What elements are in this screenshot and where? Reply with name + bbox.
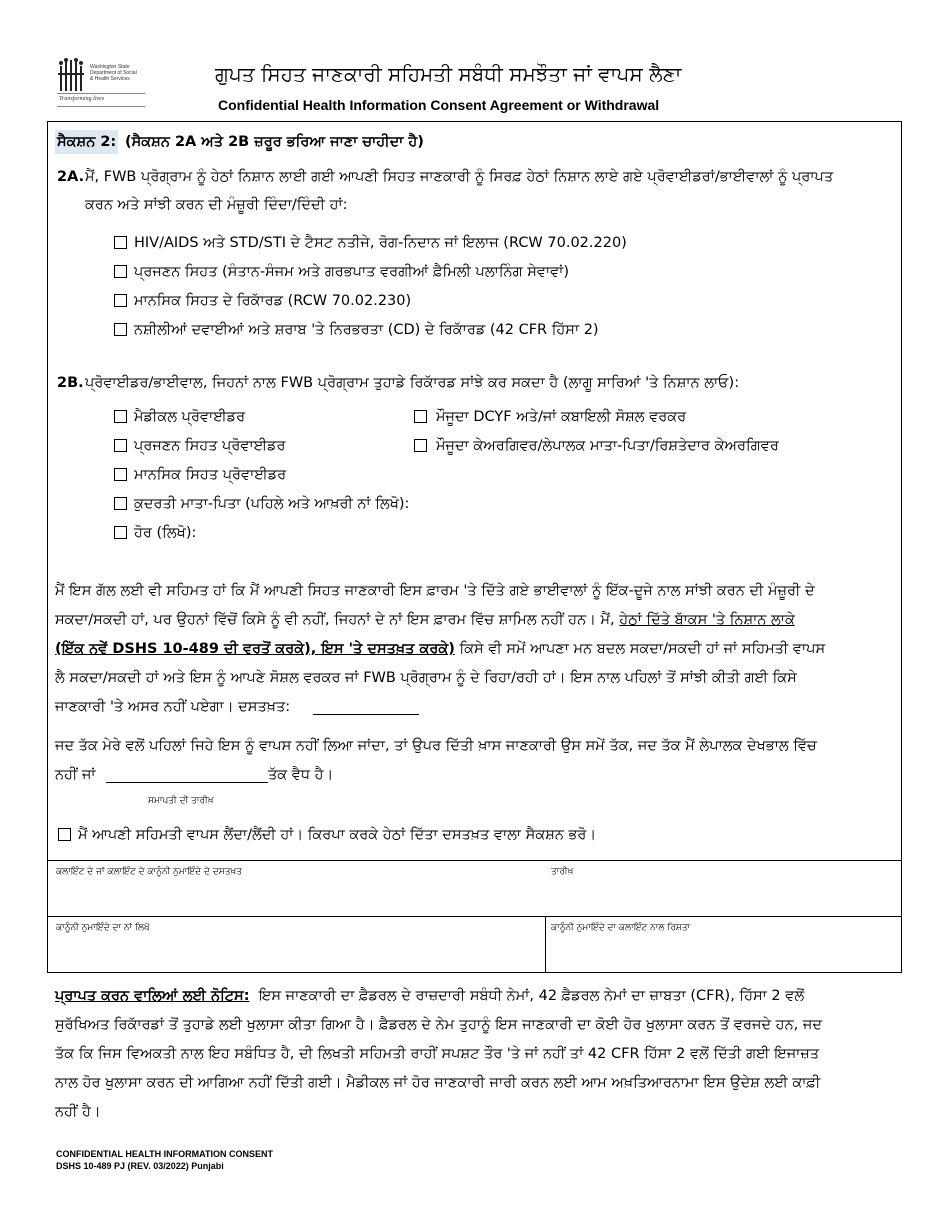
agreement-line-3: (ਇੱਕ ਨਵੇਂ DSHS 10-489 ਦੀ ਵਰਤੋਂ ਕਰਕੇ), ਇਸ 'ਤੇ ਦਸਤਖ਼ਤ ਕਰਕੇ) ਕਿਸੇ ਵੀ ਸਮੇਂ ਆਪਣਾ ਮਨ ਬਦਲ ਸਕਦਾ/ਸਕਦੀ ਹਾਂ ਜਾਂ ਸਹਿਮਤੀ ਵਾਪਸ [55,641,826,657]
withdraw-text: ਮੈਂ ਆਪਣੀ ਸਹਿਮਤੀ ਵਾਪਸ ਲੈਂਦਾ/ਲੈਂਦੀ ਹਾਂ। ਕਿਰਪਾ ਕਰਕੇ ਹੇਠਾਂ ਦਿੱਤਾ ਦਸਤਖ਼ਤ ਵਾਲਾ ਸੈਕਸ਼ਨ ਭਰੋ। [78,827,597,843]
checkbox-reproductive[interactable] [114,265,127,278]
checkbox-mental-provider[interactable] [114,468,127,481]
date-label: ਤਾਰੀਖ਼ [551,867,574,877]
notice-line-1: ਪ੍ਰਾਪਤ ਕਰਨ ਵਾਲਿਆਂ ਲਈ ਨੋਟਿਸ: ਇਸ ਜਾਣਕਾਰੀ ਦਾ ਫ਼ੈਡਰਲ ਦੇ ਰਾਜ਼ਦਾਰੀ ਸਬੰਧੀ ਨੇਮਾਂ, 42 ਫ਼ੈਡਰਲ ਨੇਮਾਂ ਦਾ ਜ਼ਾਬਤਾ (CFR), ਹਿੱਸਾ 2 ਵਲੋਂ [55,988,805,1004]
notice-line-5: ਨਹੀਂ ਹੈ। [55,1104,101,1120]
checkbox-birth-parents[interactable] [114,497,127,510]
option-chemical-dependency: ਨਸ਼ੀਲੀਆਂ ਦਵਾਈਆਂ ਅਤੇ ਸ਼ਰਾਬ 'ਤੇ ਨਿਰਭਰਤਾ (CD) ਦੇ ਰਿਕਾੱਰਡ (42 CFR ਹਿੱਸਾ 2) [134,322,599,338]
section-2a-text-2: ਕਰਨ ਅਤੇ ਸਾਂਝੀ ਕਰਨ ਦੀ ਮੰਜ਼ੂਰੀ ਦਿੰਦਾ/ਦਿੰਦੀ ਹਾਂ: [85,197,348,213]
title-english: Confidential Health Information Consent Agreement or Withdrawal [218,97,660,113]
checkbox-withdraw[interactable] [58,828,71,841]
option-hiv: HIV/AIDS ਅਤੇ STD/STI ਦੇ ਟੈਸਟ ਨਤੀਜੇ, ਰੋਗ-ਨਿਦਾਨ ਜਾਂ ਇਲਾਜ (RCW 70.02.220) [134,235,627,251]
notice-line-4: ਨਾਲ ਹੋਰ ਖੁਲਾਸਾ ਕਰਨ ਦੀ ਆਗਿਆ ਨਹੀਂ ਦਿੱਤੀ ਗਈ। ਮੈਡੀਕਲ ਜਾਂ ਹੋਰ ਜਾਣਕਾਰੀ ਜਾਰੀ ਕਰਨ ਲਈ ਆਮ ਅਖ਼ਤਿਆਰਨਾਮਾ ਇਸ ਉਦੇਸ਼ ਲਈ ਕਾਫ਼ੀ [55,1075,821,1091]
dshs-logo [57,58,147,108]
section-2a-label: 2A. [57,169,85,185]
footer-form-title: CONFIDENTIAL HEALTH INFORMATION CONSENT [56,1149,273,1159]
section-2b-label: 2B. [57,375,84,391]
agreement-line-1: ਮੈਂ ਇਸ ਗੱਲ ਲਈ ਵੀ ਸਹਿਮਤ ਹਾਂ ਕਿ ਮੈਂ ਆਪਣੀ ਸਿਹਤ ਜਾਣਕਾਰੀ ਇਸ ਫ਼ਾਰਮ 'ਤੇ ਦਿੱਤੇ ਗਏ ਭਾਈਵਾਲਾਂ ਨੂੰ ਇੱਕ-ਦੂਜੇ ਨਾਲ ਸਾਂਝੀ ਕਰਨ ਦੀ ਮੰਜ਼ੂਰੀ ਦੇ [55,583,815,599]
validity-line-2a: ਨਹੀਂ ਜਾਂ [55,767,96,783]
option-birth-parents: ਕੁਦਰਤੀ ਮਾਤਾ-ਪਿਤਾ (ਪਹਿਲੇ ਅਤੇ ਆਖ਼ਰੀ ਨਾਂ ਲਿਖੋ): [134,496,410,512]
agreement-line-5: ਜਾਣਕਾਰੀ 'ਤੇ ਅਸਰ ਨਹੀਂ ਪਏਗਾ। ਦਸਤਖ਼ਤ: [55,699,291,715]
option-reproductive: ਪ੍ਰਜਣਨ ਸਿਹਤ (ਸੰਤਾਨ-ਸੰਜਮ ਅਤੇ ਗਰਭਪਾਤ ਵਰਗੀਆਂ ਫ਼ੈਮਿਲੀ ਪਲਾਨਿੰਗ ਸੇਵਾਵਾਂ) [134,264,569,280]
checkbox-chemical-dependency[interactable] [114,323,127,336]
title-punjabi: ਗੁਪਤ ਸਿਹਤ ਜਾਣਕਾਰੀ ਸਹਿਮਤੀ ਸਬੰਧੀ ਸਮਝੌਤਾ ਜਾਂ ਵਾਪਸ ਲੈਣਾ [215,62,682,86]
notice-line-3: ਤੱਕ ਕਿ ਜਿਸ ਵਿਅਕਤੀ ਨਾਲ ਇਹ ਸਬੰਧਿਤ ਹੈ, ਦੀ ਲਿਖਤੀ ਸਹਿਮਤੀ ਰਾਹੀਂ ਸਪਸ਼ਟ ਤੌਰ 'ਤੇ ਜਾਂ ਨਹੀਂ ਤਾਂ 42 CFR ਹਿੱਸਾ 2 ਵਲੋਂ ਦਿੱਤੀ ਗਈ ਇਜਾਜ਼ਤ [55,1046,820,1062]
checkbox-dcyf-worker[interactable] [414,410,427,423]
notice-line-2: ਸੁਰੱਖਿਅਤ ਰਿਕਾੱਰਡਾਂ ਤੋਂ ਤੁਹਾਡੇ ਲਈ ਖੁਲਾਸਾ ਕੀਤਾ ਗਿਆ ਹੈ। ਫ਼ੈਡਰਲ ਦੇ ਨੇਮ ਤੁਹਾਨੂੰ ਇਸ ਜਾਣਕਾਰੀ ਦਾ ਕੋਈ ਹੋਰ ਖੁਲਾਸਾ ਕਰਨ ਤੋਂ ਵਰਜਦੇ ਹਨ, ਜਦ [55,1017,822,1033]
option-medical-provider: ਮੈਡੀਕਲ ਪ੍ਰੋਵਾਈਡਰ [134,409,246,425]
checkbox-mental-health[interactable] [114,294,127,307]
expiry-date-line[interactable] [106,782,268,783]
agreement-signature-line[interactable] [313,714,419,715]
agreement-line-2: ਸਕਦਾ/ਸਕਦੀ ਹਾਂ, ਪਰ ਉਹਨਾਂ ਵਿੱਚੋਂ ਕਿਸੇ ਨੂੰ ਵੀ ਨਹੀਂ, ਜਿਹਨਾਂ ਦੇ ਨਾਂ ਇਸ ਫ਼ਾਰਮ ਵਿੱਚ ਸ਼ਾਮਿਲ ਨਹੀਂ ਹਨ। ਮੈਂ, ਹੇਠਾਂ ਦਿੱਤੇ ਬਾੱਕਸ 'ਤੇ ਨਿਸ਼ਾਨ ਲਾਕੇ [55,612,795,628]
validity-line-2b: ਤੱਕ ਵੈਧ ਹੈ। [268,767,334,783]
validity-line-1: ਜਦ ਤੱਕ ਮੇਰੇ ਵਲੋਂ ਪਹਿਲਾਂ ਜਿਹੇ ਇਸ ਨੂੰ ਵਾਪਸ ਨਹੀਂ ਲਿਆ ਜਾਂਦਾ, ਤਾਂ ਉਪਰ ਦਿੱਤੀ ਖ਼ਾਸ ਜਾਣਕਾਰੀ ਉਸ ਸਮੇਂ ਤੱਕ, ਜਦ ਤੱਕ ਮੈਂ ਲੇਪਾਲਕ ਦੇਖਭਾਲ ਵਿੱਚ [55,738,817,754]
agreement-line-4: ਲੈ ਸਕਦਾ/ਸਕਦੀ ਹਾਂ ਅਤੇ ਇਸ ਨੂੰ ਆਪਣੇ ਸੋਸ਼ਲ ਵਰਕਰ ਜਾਂ FWB ਪ੍ਰੋਗ੍ਰਾਮ ਨੂੰ ਦੇ ਰਿਹਾ/ਰਹੀ ਹਾਂ। ਇਸ ਨਾਲ ਪਹਿਲਾਂ ਤੋਂ ਸਾਂਝੀ ਕੀਤੀ ਗਈ ਕਿਸੇ [55,670,797,686]
option-other: ਹੋਰ (ਲਿਖੋ): [134,525,197,541]
logo-text: Washington State Department of Social & Health Services [90,64,137,82]
rep-name-label: ਕਾਨੂੰਨੀ ਨੁਮਾਇੰਦੇ ਦਾ ਨਾਂ ਲਿਖੋ [56,923,150,933]
option-mental-provider: ਮਾਨਸਿਕ ਸਿਹਤ ਪ੍ਰੋਵਾਈਡਰ [134,467,287,483]
rep-relationship-label: ਕਾਨੂੰਨੀ ਨੁਮਾਇੰਦੇ ਦਾ ਕਲਾਇੰਟ ਨਾਲ ਰਿਸ਼ਤਾ [551,923,691,933]
checkbox-medical-provider[interactable] [114,410,127,423]
option-caregiver: ਮੌਜੂਦਾ ਕੇਅਰਗਿਵਰ/ਲੇਪਾਲਕ ਮਾਤਾ-ਪਿਤਾ/ਰਿਸ਼ਤੇਦਾਰ ਕੇਅਰਗਿਵਰ [436,438,779,454]
option-mental-health: ਮਾਨਸਿਕ ਸਿਹਤ ਦੇ ਰਿਕਾੱਰਡ (RCW 70.02.230) [134,293,412,309]
checkbox-other[interactable] [114,526,127,539]
client-signature-label: ਕਲਾਇੰਟ ਦੇ ਜਾਂ ਕਲਾਇੰਟ ਦੇ ਕਾਨੂੰਨੀ ਨੁਮਾਇੰਦੇ ਦੇ ਦਸਤਖ਼ਤ [56,867,242,877]
footer-form-number: DSHS 10-489 PJ (REV. 03/2022) Punjabi [56,1161,224,1171]
checkbox-reproductive-provider[interactable] [114,439,127,452]
section-2-note: (ਸੈਕਸ਼ਨ 2A ਅਤੇ 2B ਜ਼ਰੂਰ ਭਰਿਆ ਜਾਣਾ ਚਾਹੀਦਾ ਹੈ) [125,134,424,150]
section-2a-text: ਮੈਂ, FWB ਪ੍ਰੋਗ੍ਰਾਮ ਨੂੰ ਹੇਠਾਂ ਨਿਸ਼ਾਨ ਲਾਈ ਗਈ ਆਪਣੀ ਸਿਹਤ ਜਾਣਕਾਰੀ ਨੂੰ ਸਿਰਫ਼ ਹੇਠਾਂ ਨਿਸ਼ਾਨ ਲਾਏ ਗਏ ਪ੍ਰੋਵਾਈਡਰਾਂ/ਭਾਈਵਾਲਾਂ ਨੂੰ ਪ੍ਰਾਪਤ [85,169,834,185]
option-reproductive-provider: ਪ੍ਰਜਣਨ ਸਿਹਤ ਪ੍ਰੋਵਾਈਡਰ [134,438,286,454]
expiry-date-caption: ਸਮਾਪਤੀ ਦੀ ਤਾਰੀਖ਼ [148,796,214,806]
logo-tagline: Transforming lives [59,96,105,102]
option-dcyf-worker: ਮੌਜੂਦਾ DCYF ਅਤੇ/ਜਾਂ ਕਬਾਇਲੀ ਸੋਸ਼ਲ ਵਰਕਰ [436,409,687,425]
section-2b-text: ਪ੍ਰੋਵਾਈਡਰ/ਭਾਈਵਾਲ, ਜਿਹਨਾਂ ਨਾਲ FWB ਪ੍ਰੋਗ੍ਰਾਮ ਤੁਹਾਡੇ ਰਿਕਾੱਰਡ ਸਾਂਝੇ ਕਰ ਸਕਦਾ ਹੈ (ਲਾਗੂ ਸਾਰਿਆਂ 'ਤੇ ਨਿਸ਼ਾਨ ਲਾਓ): [85,375,740,391]
checkbox-caregiver[interactable] [414,439,427,452]
people-logo-icon [57,58,87,92]
checkbox-hiv[interactable] [114,236,127,249]
section-2-heading: ਸੈਕਸ਼ਨ 2: [55,130,118,154]
